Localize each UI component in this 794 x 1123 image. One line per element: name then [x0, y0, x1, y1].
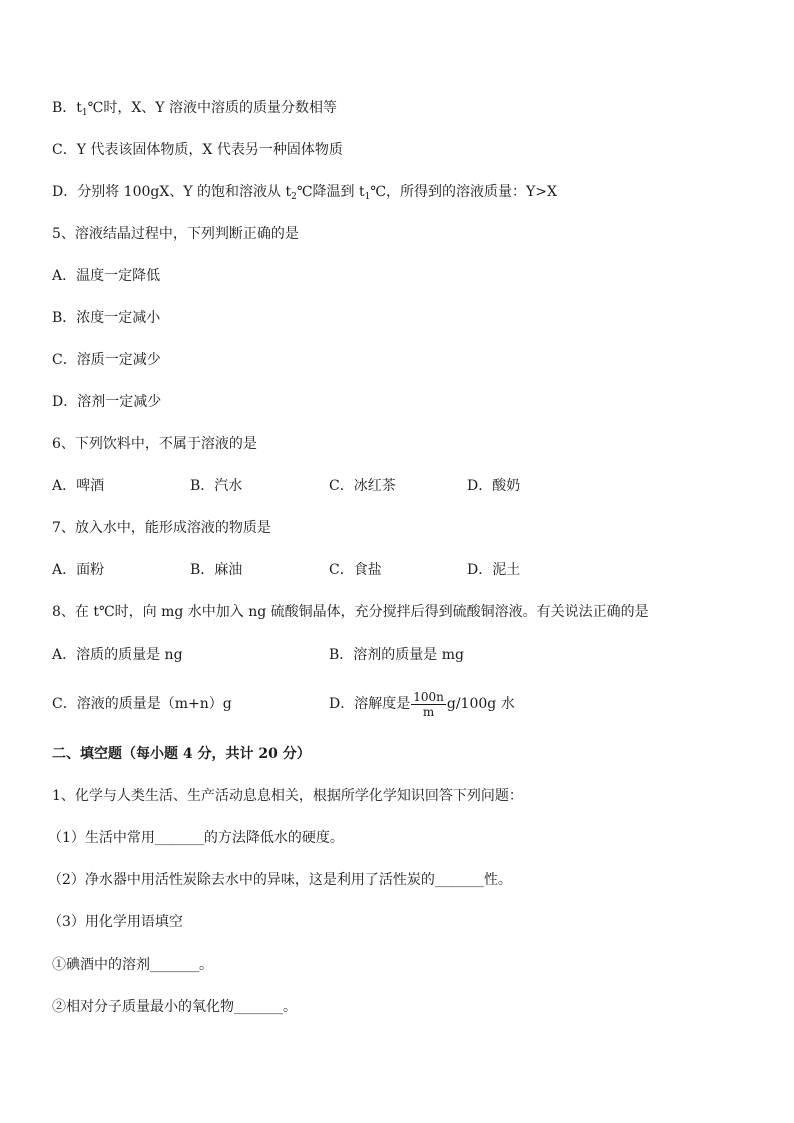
- fill-q1-sub1: ①碘酒中的溶剂_______。: [52, 957, 213, 973]
- q6-option-c: C．冰红茶: [329, 478, 396, 494]
- fill-q1-sub2: ②相对分子质量最小的氧化物_______。: [52, 999, 297, 1015]
- q8-stem: 8、在 t℃时，向 mg 水中加入 ng 硫酸铜晶体，充分搅拌后得到硫酸铜溶液。有关说法正确的是: [52, 604, 649, 620]
- q5-option-b: B．浓度一定减小: [52, 310, 161, 326]
- q7-option-c: C．食盐: [329, 562, 382, 578]
- q7-option-d: D．泥土: [467, 562, 521, 578]
- q4-option-d: D．分别将 100gX、Y 的饱和溶液从 $t_2℃$降温到 $t_1℃$，所得到的溶液质量：Y>X: [52, 184, 557, 202]
- q8-option-d: D．溶解度是 $\frac{100n}{m}$ g/100g 水: [329, 689, 515, 719]
- q6-stem: 6、下列饮料中，不属于溶液的是: [52, 436, 257, 452]
- q4-option-c: C．Y 代表该固体物质，X 代表另一种固体物质: [52, 142, 343, 158]
- q8-option-a: A．溶质的质量是 ng: [52, 647, 183, 663]
- q5-option-d: D．溶剂一定减少: [52, 394, 162, 410]
- fill-q1-stem: 1、化学与人类生活、生产活动息息相关，根据所学化学知识回答下列问题：: [52, 788, 523, 804]
- q6-option-a: A．啤酒: [52, 478, 105, 494]
- q7-option-a: A．面粉: [52, 562, 105, 578]
- q8-option-c: C．溶液的质量是（m+n）g: [52, 696, 232, 712]
- q7-option-b: B．麻油: [190, 562, 243, 578]
- q5-option-a: A．温度一定降低: [52, 268, 161, 284]
- q4-option-b: B．$t_1℃$时，X、Y 溶液中溶质的质量分数相等: [52, 100, 337, 118]
- section-heading: 二、填空题（每小题 4 分，共计 20 分）: [52, 746, 311, 762]
- fill-q1-part2: （2）净水器中用活性炭除去水中的异味，这是利用了活性炭的_______性。: [48, 872, 512, 888]
- q7-stem: 7、放入水中，能形成溶液的物质是: [52, 520, 271, 536]
- q5-stem: 5、溶液结晶过程中，下列判断正确的是: [52, 226, 299, 242]
- solubility-fraction: $\frac{100n}{m}$: [413, 689, 444, 719]
- q8-option-b: B．溶剂的质量是 mg: [329, 647, 464, 663]
- q6-option-b: B．汽水: [190, 478, 243, 494]
- fill-q1-part3: （3）用化学用语填空: [48, 914, 183, 930]
- q5-option-c: C．溶质一定减少: [52, 352, 161, 368]
- fill-q1-part1: （1）生活中常用_______的方法降低水的硬度。: [48, 830, 344, 846]
- q6-option-d: D．酸奶: [467, 478, 521, 494]
